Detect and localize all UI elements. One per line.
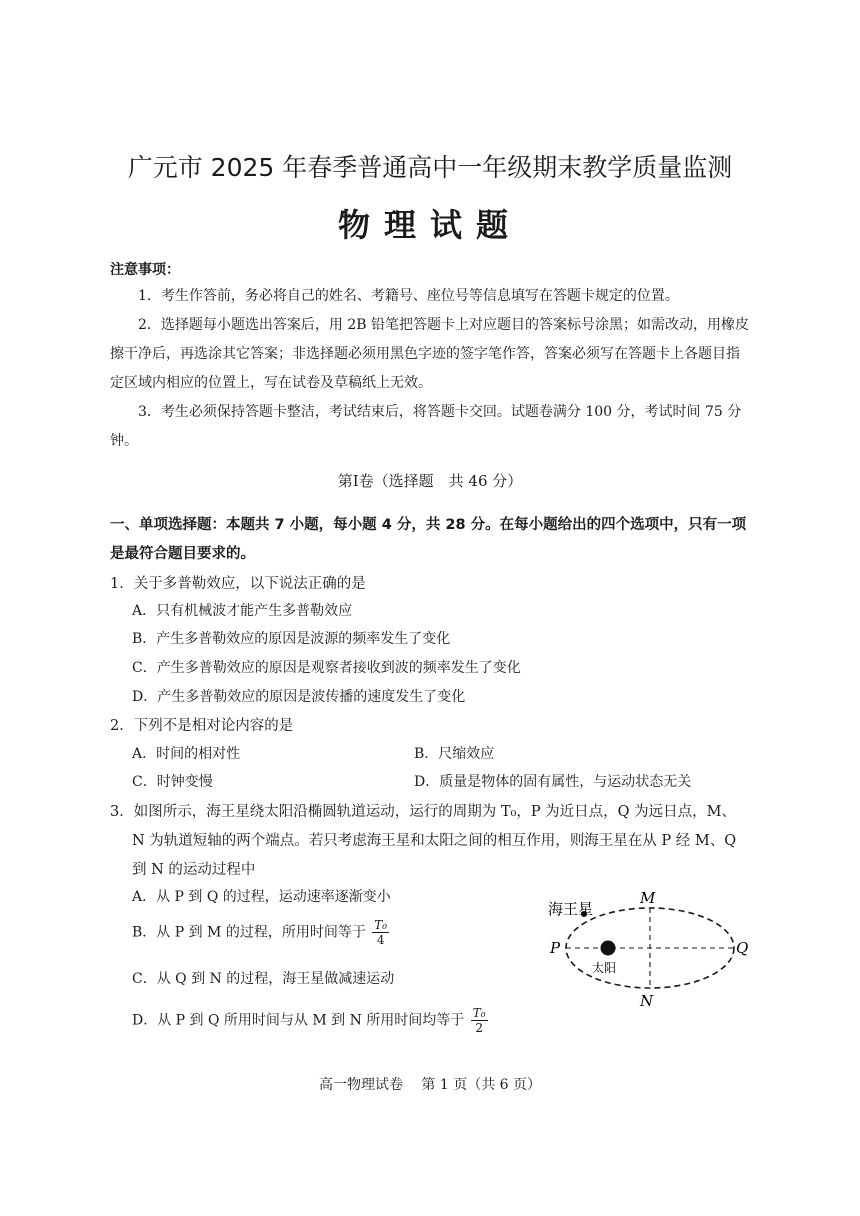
- fraction-numerator: T₀: [374, 918, 388, 932]
- fraction-denominator: 2: [475, 1021, 483, 1035]
- question-1-option-d: D．产生多普勒效应的原因是波传播的速度发生了变化: [132, 689, 466, 705]
- section-title: 第Ⅰ卷（选择题 共 46 分）: [337, 472, 523, 490]
- fraction-t0-over-4: [372, 918, 389, 947]
- section-instructions-text: 一、单项选择题：本题共 7 小题，每小题 4 分，共 28 分。在每小题给出的四个选项中，只有一项是最符合题目要求的。: [110, 517, 747, 562]
- question-3-stem-line-1: 3．如图所示，海王星绕太阳沿椭圆轨道运动，运行的周期为 T₀，P 为近日点，Q 为远日点，M、: [110, 804, 737, 820]
- label-m: M: [640, 889, 656, 907]
- question-3-stem-line-3: 到 N 的运动过程中: [132, 862, 256, 878]
- exam-subtitle: 物理试题: [337, 206, 522, 244]
- planet-label: 海王星: [548, 900, 594, 918]
- question-3-option-c: C．从 Q 到 N 的过程，海王星做减速运动: [132, 971, 395, 987]
- label-n: N: [640, 992, 654, 1010]
- sun-dot: [601, 941, 616, 956]
- question-2-option-c: C．时钟变慢: [132, 774, 213, 790]
- fraction-numerator: T₀: [472, 1006, 486, 1020]
- question-3-option-d-text: D．从 P 到 Q 所用时间与从 M 到 N 所用时间均等于: [132, 1012, 465, 1029]
- question-2-option-d: D．质量是物体的固有属性，与运动状态无关: [414, 774, 692, 790]
- notice-item-2: 2．选择题每小题选出答案后，用 2B 铅笔把答题卡上对应题目的答案标号涂黑；如需改动，用橡皮擦干净后，再选涂其它答案；非选择题必须用黑色字迹的签字笔作答，答案必须写在答题卡上各题目指定区域内相应的位置上，写在试卷及草稿纸上无效。: [110, 317, 750, 391]
- question-3-option-b-text: B．从 P 到 M 的过程，所用时间等于: [132, 924, 366, 941]
- notice-heading: 注意事项：: [110, 262, 180, 278]
- question-3-option-d: [132, 1006, 488, 1035]
- notice-item-1: 1．考生作答前，务必将自己的姓名、考籍号、座位号等信息填写在答题卡规定的位置。: [138, 288, 679, 304]
- fraction-t0-over-2: [471, 1006, 488, 1035]
- exam-title: 广元市 2025 年春季普通高中一年级期末教学质量监测: [127, 153, 733, 182]
- question-2-option-b: B．尺缩效应: [414, 746, 495, 762]
- question-1-option-c: C．产生多普勒效应的原因是观察者接收到波的频率发生了变化: [132, 660, 521, 676]
- question-1-option-a: A．只有机械波才能产生多普勒效应: [132, 603, 353, 619]
- question-2-option-a: A．时间的相对性: [132, 746, 241, 762]
- question-1-option-b: B．产生多普勒效应的原因是波源的频率发生了变化: [132, 631, 451, 647]
- fraction-denominator: 4: [376, 933, 385, 947]
- label-p: P: [550, 939, 561, 957]
- neptune-orbit-figure: [540, 886, 750, 1016]
- question-3-option-a: A．从 P 到 Q 的过程，运动速率逐渐变小: [132, 889, 391, 905]
- sun-label: 太阳: [592, 961, 617, 975]
- notice-item-3: 3．考生必须保持答题卡整洁，考试结束后，将答题卡交回。试题卷满分 100 分，考试时间 75 分钟。: [110, 404, 742, 449]
- question-3-stem-line-2: N 为轨道短轴的两个端点。若只考虑海王星和太阳之间的相互作用，则海王星在从 P 经 M、Q: [132, 833, 737, 849]
- label-q: Q: [736, 939, 749, 957]
- page-footer: 高一物理试卷 第 1 页（共 6 页）: [318, 1077, 542, 1093]
- question-2-stem: 2．下列不是相对论内容的是: [110, 718, 294, 734]
- section-instructions: [110, 511, 750, 569]
- question-3-option-b: [132, 918, 389, 947]
- question-1-stem: 1．关于多普勒效应，以下说法正确的是: [110, 576, 366, 592]
